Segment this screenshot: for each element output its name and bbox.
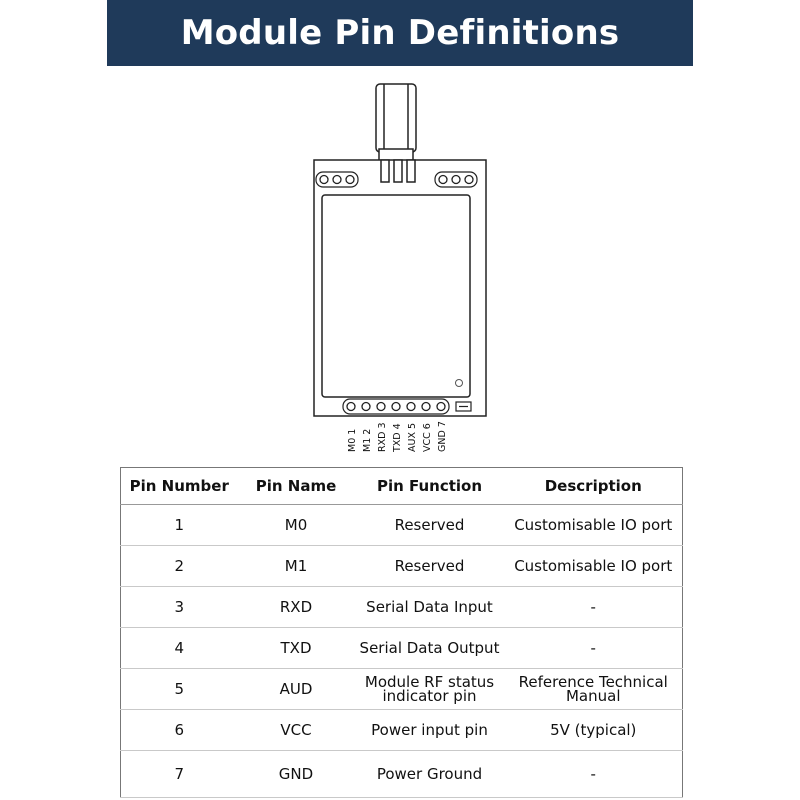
page-title: Module Pin Definitions	[180, 13, 620, 53]
table-row	[121, 505, 683, 546]
table-row	[121, 669, 683, 710]
pin-function-cell: Serial Data Output	[359, 639, 500, 657]
pin-number-cell: 2	[174, 557, 185, 575]
pin-function-cell: Power input pin	[371, 721, 488, 739]
pin-4	[392, 403, 400, 411]
table-header-row	[121, 468, 683, 505]
pin-number-cell: 4	[174, 639, 185, 657]
header-description: Description	[544, 477, 642, 495]
pin-header	[343, 399, 449, 414]
pin-label-1: M0 1	[347, 428, 358, 452]
jumper	[456, 402, 471, 411]
pin-function-cell: Module RF status indicator pin	[364, 673, 495, 705]
antenna-pins	[381, 160, 415, 182]
pin-name-cell: M1	[284, 557, 308, 575]
table-row	[121, 710, 683, 751]
pin-function-cell: Power Ground	[376, 765, 483, 783]
description-cell: -	[590, 639, 596, 657]
pin-name-cell: GND	[278, 765, 314, 783]
description-cell: 5V (typical)	[550, 721, 637, 739]
pin-labels	[347, 421, 448, 453]
pin-name-cell: VCC	[280, 721, 312, 739]
description-cell: Customisable IO port	[514, 557, 673, 575]
pin-function-cell: Reserved	[394, 516, 465, 534]
pin-label-4: TXD 4	[392, 423, 403, 452]
header-pin-number: Pin Number	[129, 477, 229, 495]
description-cell: Customisable IO port	[514, 516, 673, 534]
description-cell: -	[590, 765, 596, 783]
header-pin-name: Pin Name	[255, 477, 337, 495]
description-cell: -	[590, 598, 596, 616]
rf-shield	[322, 195, 470, 397]
pin-2	[362, 403, 370, 411]
table-row	[121, 628, 683, 669]
table-row	[121, 751, 683, 798]
table-row	[121, 546, 683, 587]
pin-label-2: M1 2	[362, 428, 373, 452]
description-cell: Reference Technical Manual	[518, 673, 668, 705]
pin-number-cell: 5	[174, 680, 185, 698]
pin-number-cell: 6	[174, 721, 185, 739]
pin-definition-table	[120, 467, 683, 798]
pin-7	[437, 403, 445, 411]
pin-label-5: AUX 5	[407, 422, 418, 452]
pin-name-cell: RXD	[279, 598, 313, 616]
pin-name-cell: TXD	[280, 639, 312, 657]
pin-function-cell: Reserved	[394, 557, 465, 575]
pin-name-cell: AUD	[279, 680, 313, 698]
pin-3	[377, 403, 385, 411]
pin-number-cell: 3	[174, 598, 185, 616]
pin-label-6: VCC 6	[422, 423, 433, 452]
pin-1	[347, 403, 355, 411]
pin-function-cell: Serial Data Input	[366, 598, 493, 616]
pin-label-7: GND 7	[437, 421, 448, 452]
pin-5	[407, 403, 415, 411]
pin-6	[422, 403, 430, 411]
pin-number-cell: 1	[174, 516, 185, 534]
pin-name-cell: M0	[284, 516, 308, 534]
antenna-connector	[376, 84, 416, 161]
pin-number-cell: 7	[174, 765, 185, 783]
table-row	[121, 587, 683, 628]
pin-label-3: RXD 3	[377, 422, 388, 452]
mount-holes-right	[435, 172, 477, 187]
mount-holes-left	[316, 172, 358, 187]
header-pin-function: Pin Function	[376, 477, 483, 495]
